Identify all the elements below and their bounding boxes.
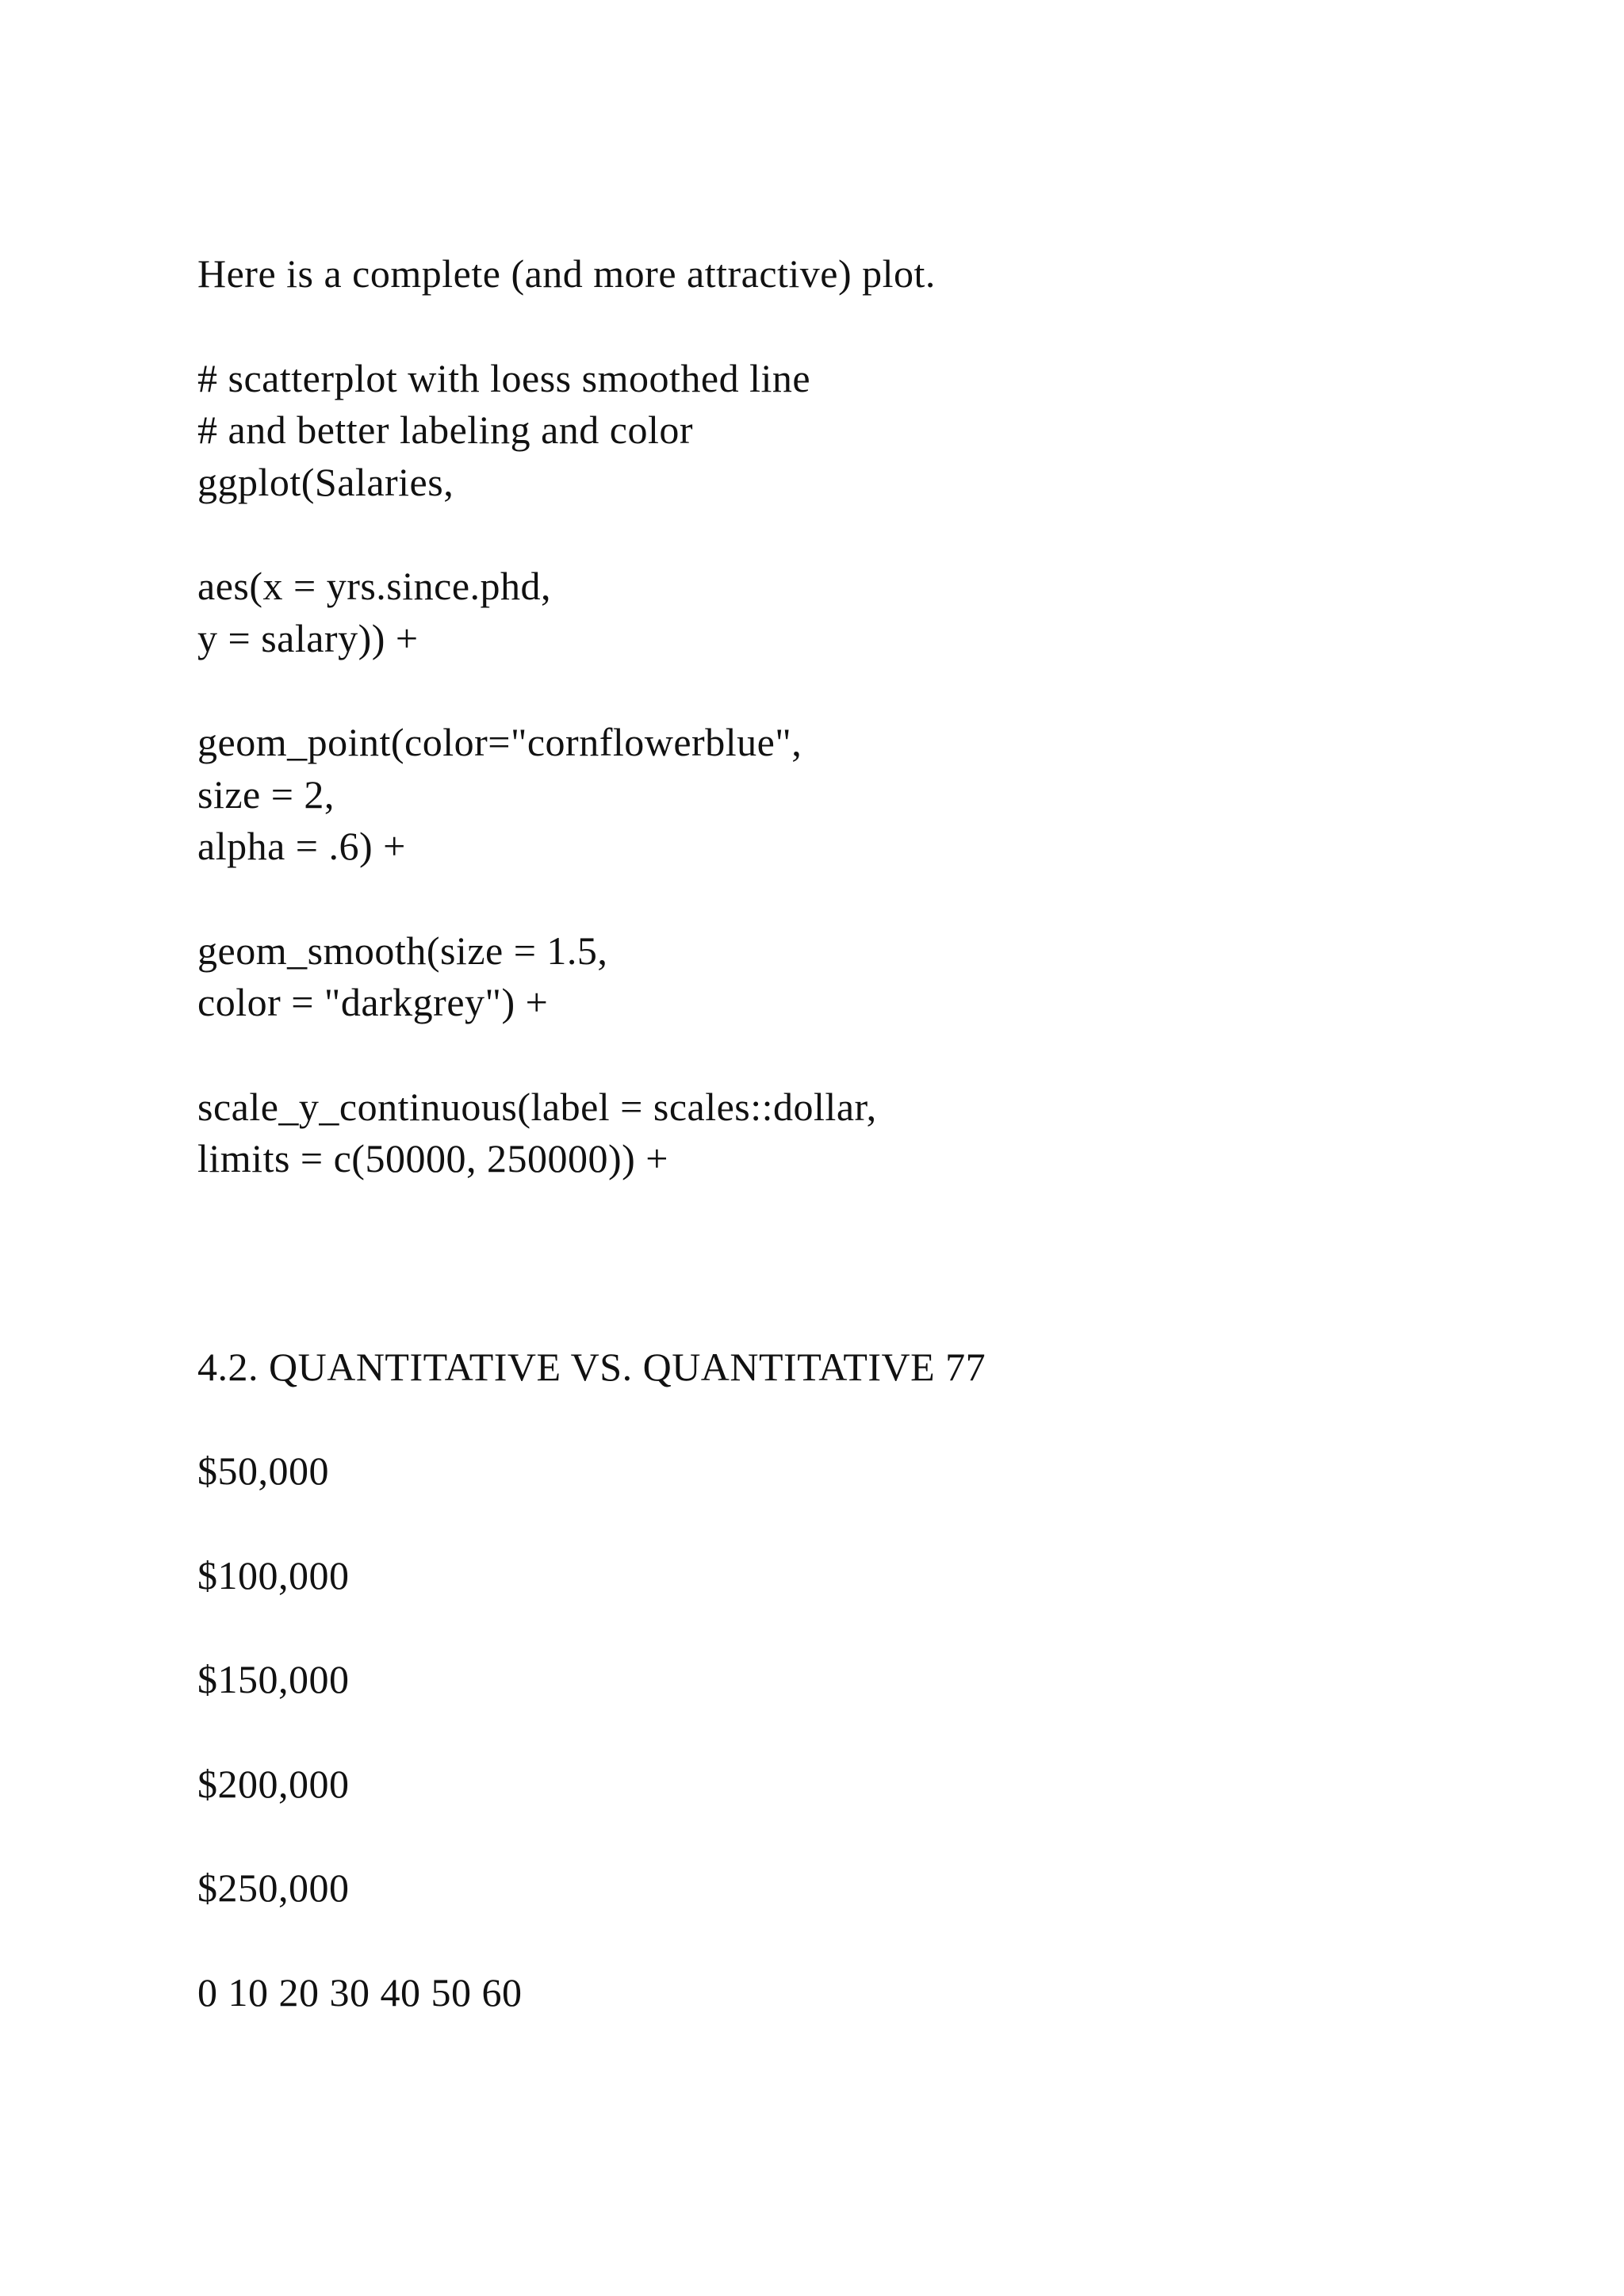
y-tick-label: $50,000: [197, 1448, 329, 1493]
code-line-point-size: size = 2,: [197, 772, 335, 817]
running-header: 4.2. QUANTITATIVE VS. QUANTITATIVE 77: [197, 1345, 986, 1389]
code-line-aes-x: aes(x = yrs.since.phd,: [197, 564, 552, 608]
intro-text: Here is a complete (and more attractive) plot.: [197, 251, 936, 296]
y-tick-label: $250,000: [197, 1866, 350, 1910]
code-comment-line: # and better labeling and color: [197, 408, 693, 452]
code-line-ggplot: ggplot(Salaries,: [197, 460, 454, 504]
code-line-scale-limits: limits = c(50000, 250000)) +: [197, 1136, 668, 1181]
code-line-scale-y: scale_y_continuous(label = scales::dollar,: [197, 1085, 877, 1129]
code-comment-line: # scatterplot with loess smoothed line: [197, 356, 811, 400]
code-line-aes-y: y = salary)) +: [197, 616, 419, 660]
code-line-geom-point: geom_point(color="cornflowerblue",: [197, 720, 802, 764]
code-line-geom-smooth: geom_smooth(size = 1.5,: [197, 928, 608, 973]
x-tick-labels: 0 10 20 30 40 50 60: [197, 1970, 523, 2015]
code-line-smooth-color: color = "darkgrey") +: [197, 980, 549, 1024]
y-tick-label: $200,000: [197, 1762, 350, 1806]
y-tick-label: $150,000: [197, 1657, 350, 1701]
y-tick-label: $100,000: [197, 1553, 350, 1598]
code-line-point-alpha: alpha = .6) +: [197, 824, 406, 868]
